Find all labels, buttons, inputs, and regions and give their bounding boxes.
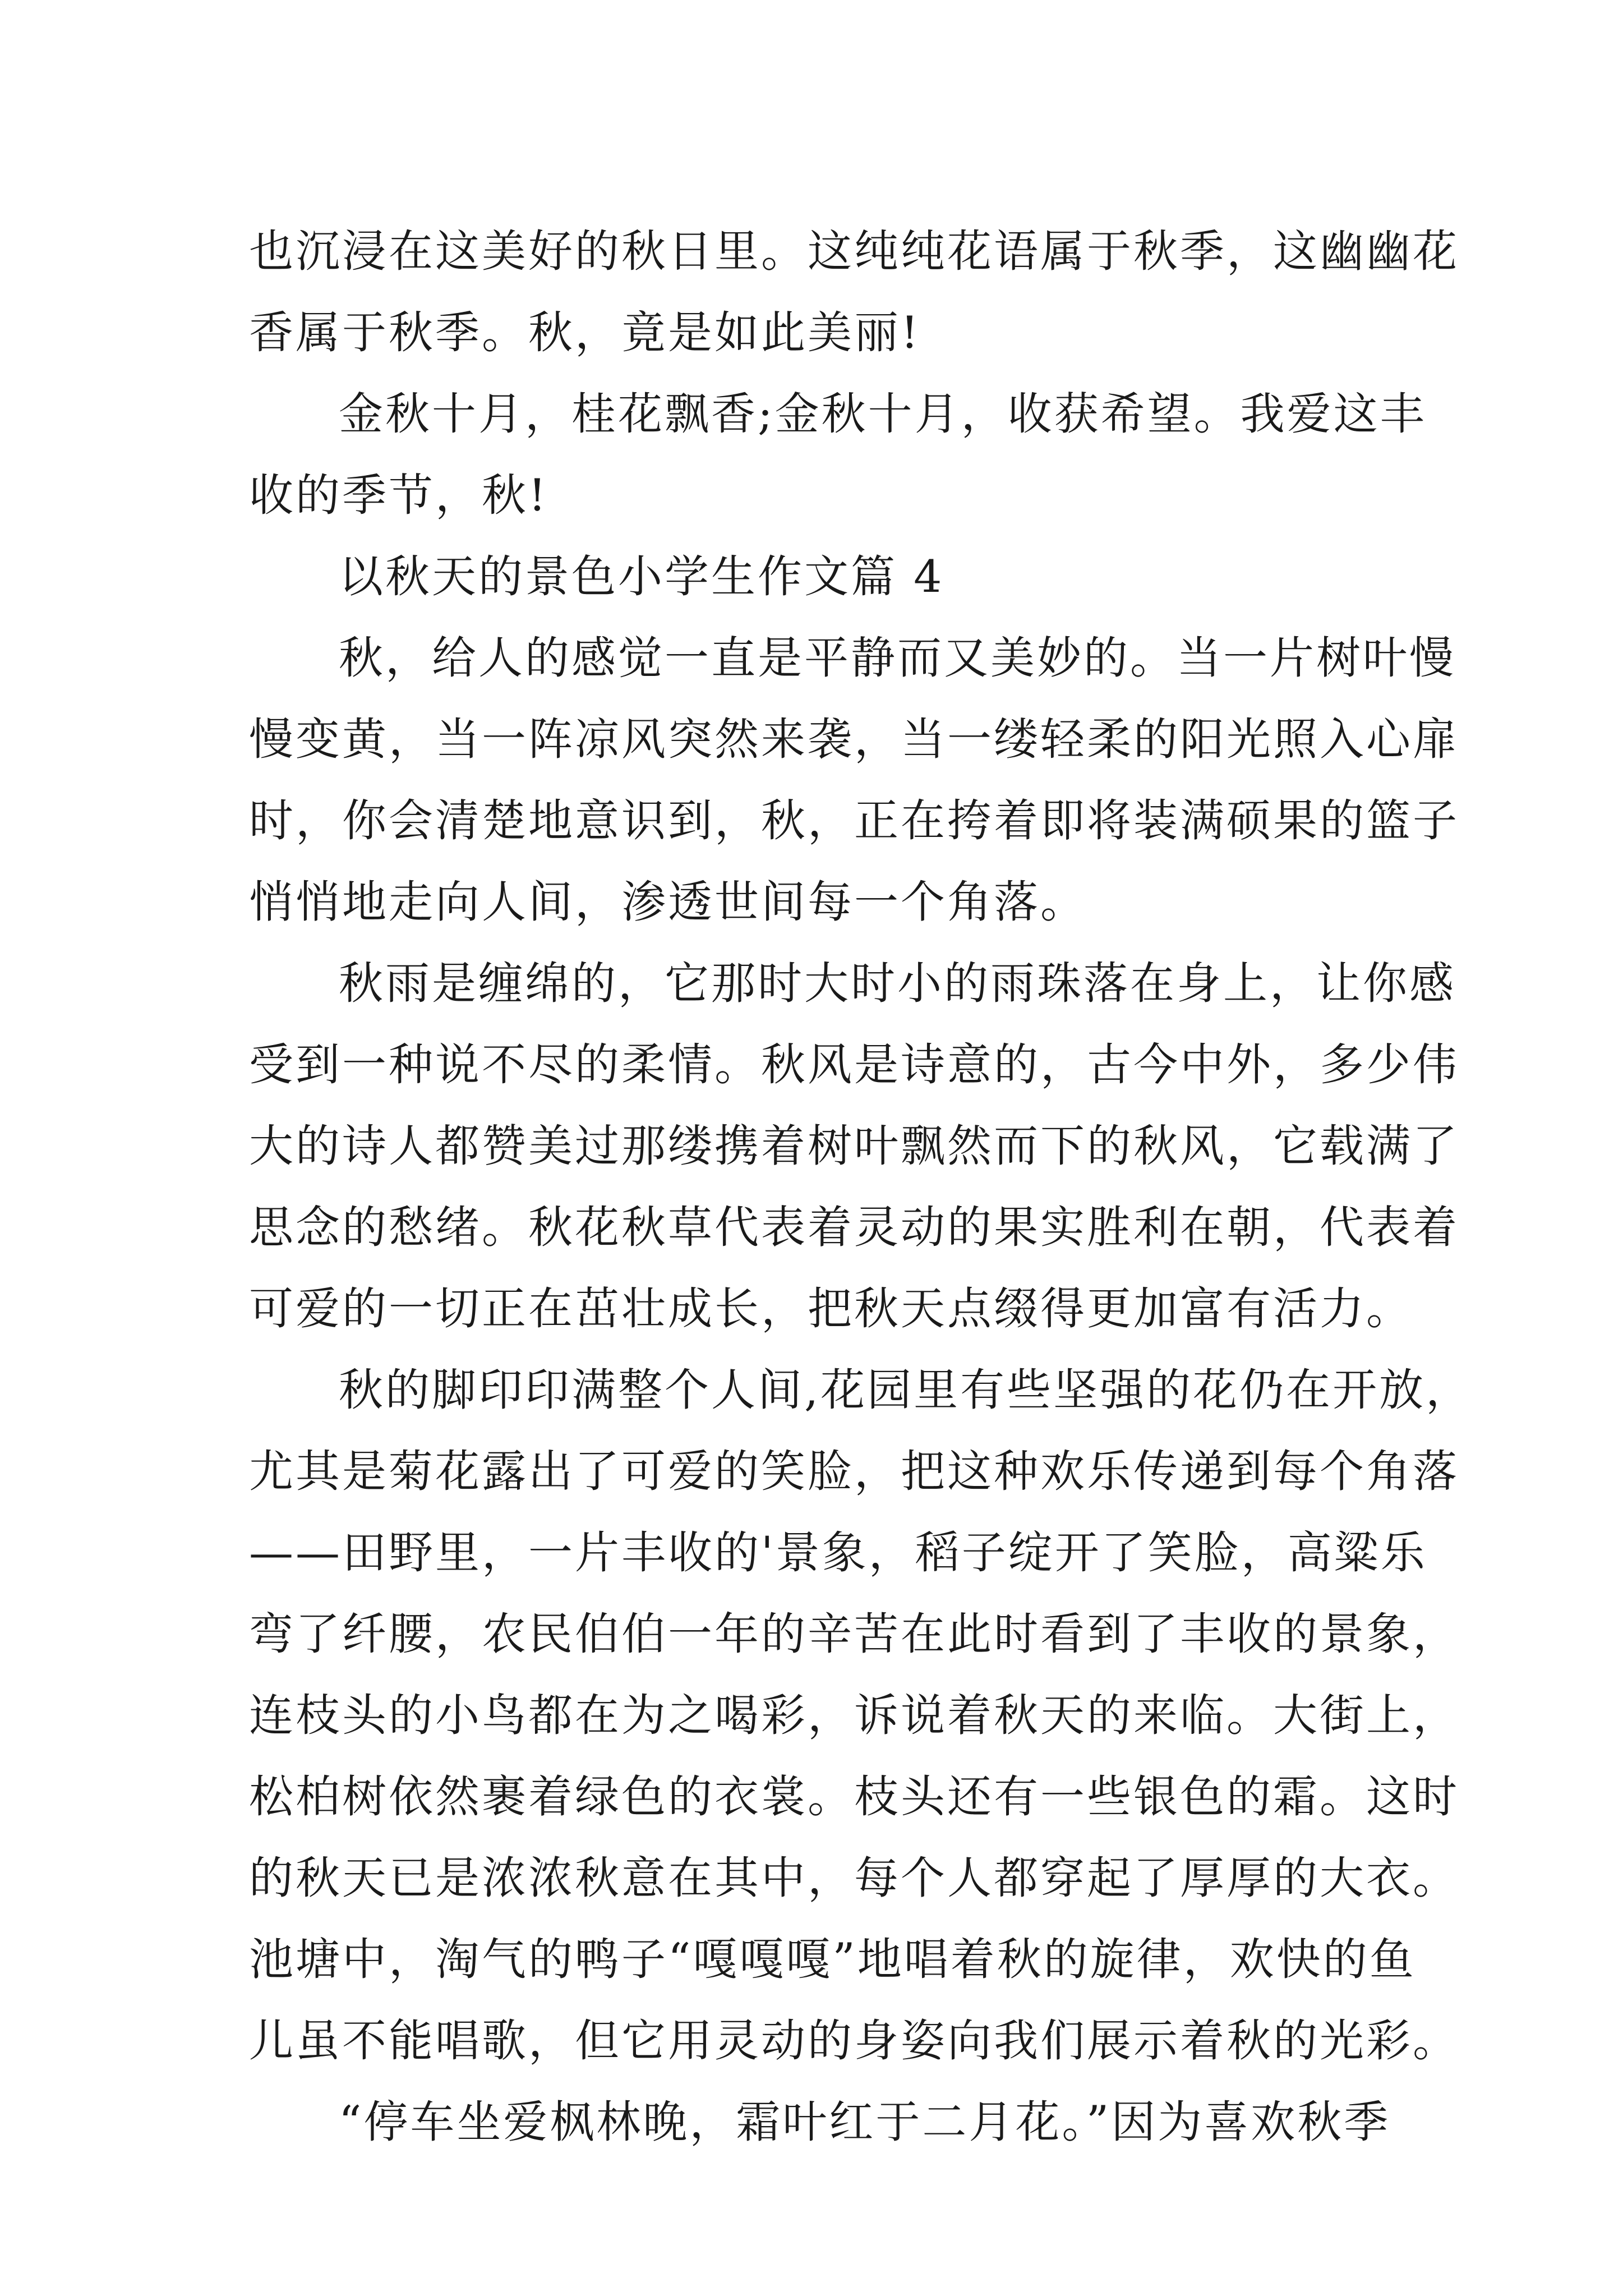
text-line: 秋，给人的感觉一直是平静而又美妙的。当一片树叶慢 xyxy=(339,632,1456,684)
text-line: 香属于秋季。秋，竟是如此美丽! xyxy=(249,307,921,358)
text-line: 可爱的一切正在茁壮成长，把秋天点缀得更加富有活力。 xyxy=(249,1283,1413,1335)
text-line: 松柏树依然裹着绿色的衣裳。枝头还有一些银色的霜。这时 xyxy=(249,1771,1459,1823)
text-line: 秋的脚印印满整个人间,花园里有些坚强的花仍在开放， xyxy=(339,1364,1473,1416)
text-line: 金秋十月，桂花飘香;金秋十月，收获希望。我爱这丰 xyxy=(339,388,1427,440)
text-line: 悄悄地走向人间，渗透世间每一个角落。 xyxy=(249,876,1087,928)
text-line: 大的诗人都赞美过那缕携着树叶飘然而下的秋风，它载满了 xyxy=(249,1120,1459,1172)
text-line: 秋雨是缠绵的，它那时大时小的雨珠落在身上，让你感 xyxy=(339,958,1456,1009)
text-line: 弯了纤腰，农民伯伯一年的辛苦在此时看到了丰收的景象， xyxy=(249,1608,1459,1660)
text-line: 受到一种说不尽的柔情。秋风是诗意的，古今中外，多少伟 xyxy=(249,1039,1459,1091)
text-line: 也沉浸在这美好的秋日里。这纯纯花语属于秋季，这幽幽花 xyxy=(249,226,1459,277)
text-line: 连枝头的小鸟都在为之喝彩，诉说着秋天的来临。大街上， xyxy=(249,1690,1459,1741)
text-line: 收的季节，秋! xyxy=(249,470,548,521)
text-line: 尤其是菊花露出了可爱的笑脸，把这种欢乐传递到每个角落 xyxy=(249,1446,1459,1497)
text-line: 儿虽不能唱歌，但它用灵动的身姿向我们展示着秋的光彩。 xyxy=(249,2015,1459,2067)
text-line: 慢变黄，当一阵凉风突然来袭，当一缕轻柔的阳光照入心扉 xyxy=(249,714,1459,765)
section-heading: 以秋天的景色小学生作文篇 4 xyxy=(339,551,944,602)
text-line: ——田野里，一片丰收的'景象，稻子绽开了笑脸，高粱乐 xyxy=(249,1527,1427,1579)
text-line: 的秋天已是浓浓秋意在其中，每个人都穿起了厚厚的大衣。 xyxy=(249,1852,1459,1904)
text-line: 池塘中，淘气的鸭子“嘎嘎嘎”地唱着秋的旋律，欢快的鱼 xyxy=(249,1934,1416,1985)
text-line: 思念的愁绪。秋花秋草代表着灵动的果实胜利在朝，代表着 xyxy=(249,1202,1459,1253)
body-text xyxy=(249,211,1473,2163)
text-line: 时，你会清楚地意识到，秋，正在挎着即将装满硕果的篮子 xyxy=(249,795,1459,846)
text-line: “停车坐爱枫林晚，霜叶红于二月花。”因为喜欢秋季 xyxy=(339,2096,1391,2148)
